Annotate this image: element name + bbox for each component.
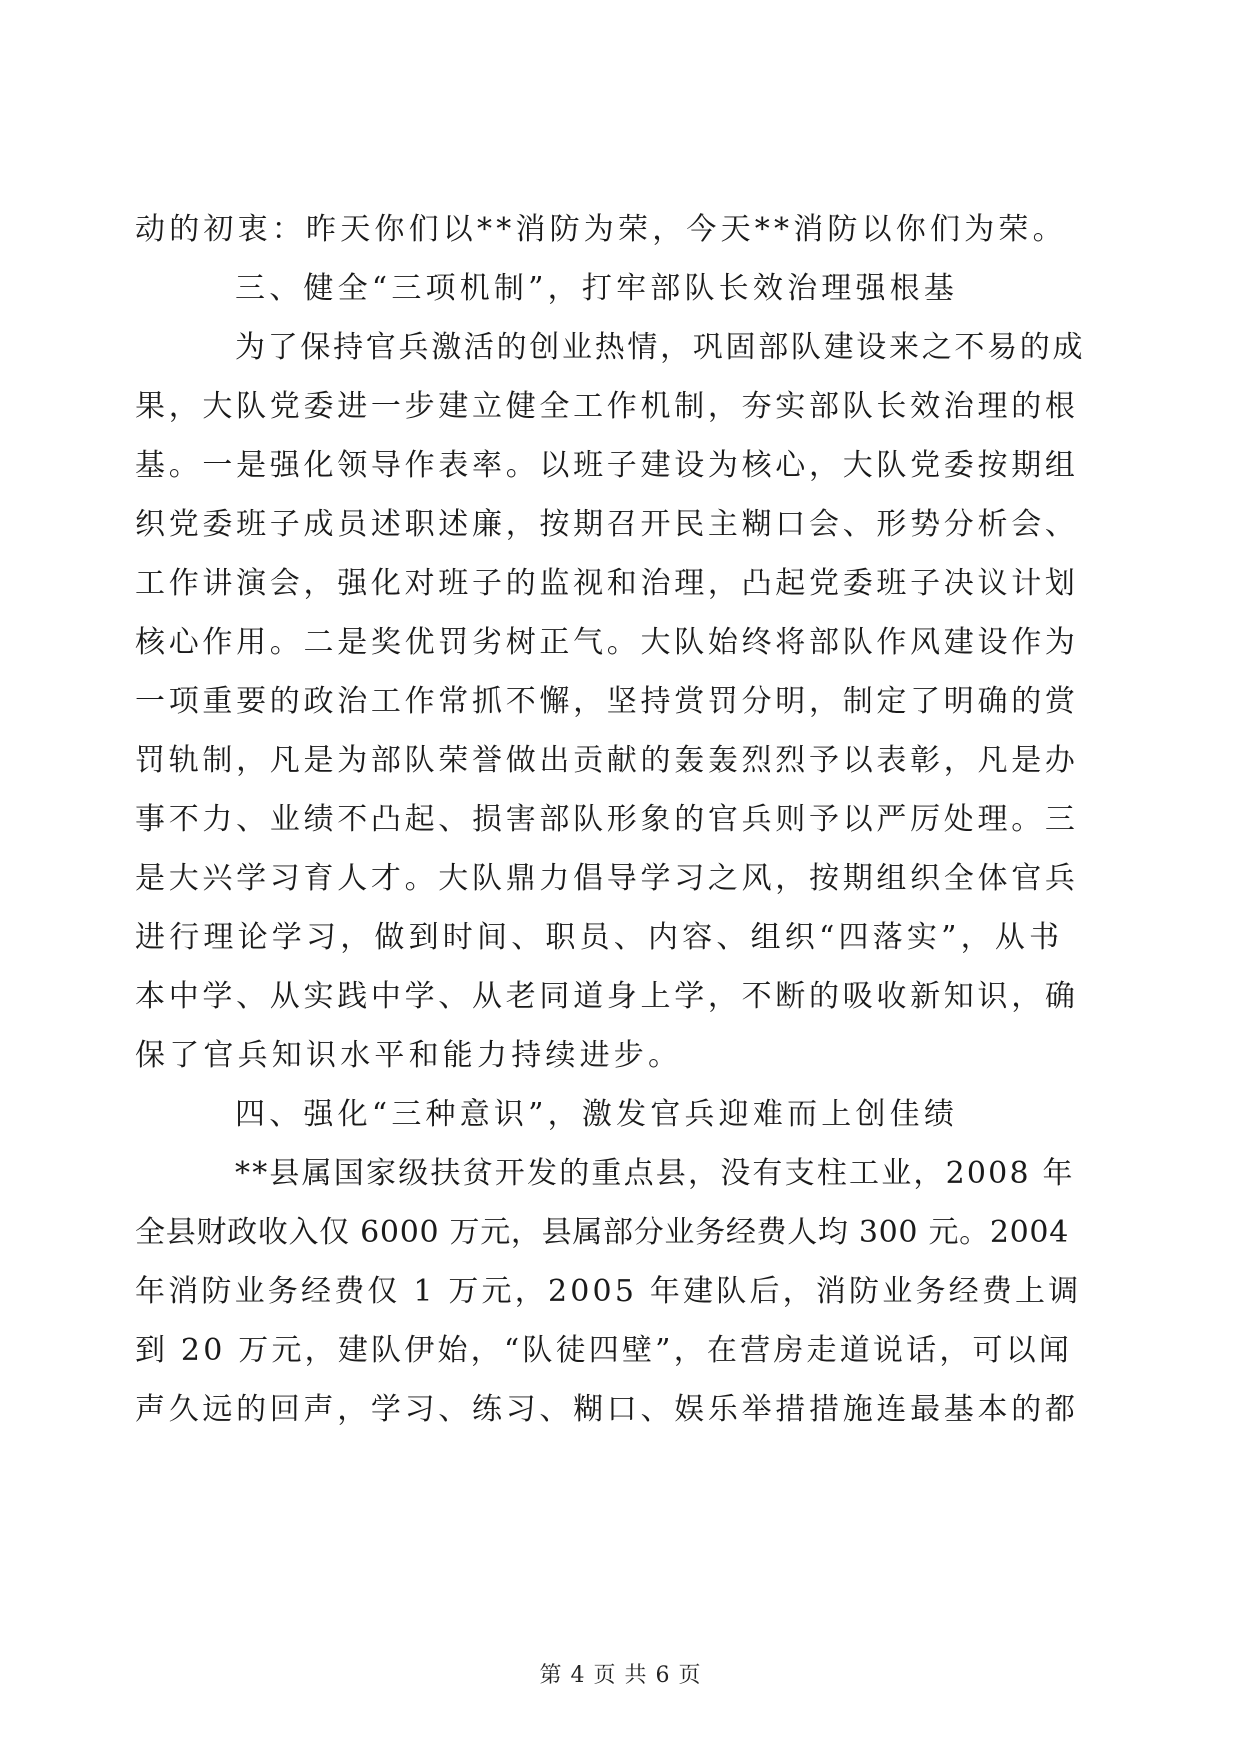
paragraph-line: 果，大队党委进一步建立健全工作机制，夯实部队长效治理的根 — [135, 389, 1079, 424]
paragraph-line: 罚轨制，凡是为部队荣誉做出贡献的轰轰烈烈予以表彰，凡是办 — [135, 743, 1079, 778]
paragraph-line: 进行理论学习，做到时间、职员、内容、组织“四落实”，从书 — [135, 920, 1064, 955]
paragraph-line: 动的初衷：昨天你们以**消防为荣，今天**消防以你们为荣。 — [135, 212, 1067, 247]
paragraph-line: 工作讲演会，强化对班子的监视和治理，凸起党委班子决议计划 — [135, 566, 1079, 601]
paragraph-line: 为了保持官兵激活的创业热情，巩固部队建设来之不易的成 — [235, 330, 1086, 365]
paragraph-line: 织党委班子成员述职述廉，按期召开民主糊口会、形势分析会、 — [135, 507, 1079, 542]
paragraph-line: 事不力、业绩不凸起、损害部队形象的官兵则予以严厉处理。三 — [135, 802, 1079, 837]
paragraph-line: 基。一是强化领导作表率。以班子建设为核心，大队党委按期组 — [135, 448, 1079, 483]
document-body — [135, 200, 1085, 1439]
paragraph-line: 到 20 万元，建队伊始，“队徒四壁”，在营房走道说话，可以闻 — [135, 1333, 1073, 1368]
paragraph-line: 声久远的回声，学习、练习、糊口、娱乐举措措施连最基本的都 — [135, 1392, 1079, 1427]
paragraph-line: 本中学、从实践中学、从老同道身上学，不断的吸收新知识，确 — [135, 979, 1079, 1014]
paragraph-line: 保了官兵知识水平和能力持续进步。 — [135, 1038, 683, 1073]
paragraph-line: 全县财政收入仅 6000 万元，县属部分业务经费人均 300 元。2004 — [135, 1215, 1069, 1250]
paragraph-line: 年消防业务经费仅 1 万元，2005 年建队后，消防业务经费上调 — [135, 1274, 1082, 1309]
paragraph-line: 是大兴学习育人才。大队鼎力倡导学习之风，按期组织全体官兵 — [135, 861, 1079, 896]
paragraph-line: **县属国家级扶贫开发的重点县，没有支柱工业，2008 年 — [235, 1156, 1075, 1191]
page-number-footer: 第 4 页 共 6 页 — [539, 1663, 702, 1688]
section-heading-3: 三、健全“三项机制”，打牢部队长效治理强根基 — [235, 271, 959, 306]
paragraph-line: 核心作用。二是奖优罚劣树正气。大队始终将部队作风建设作为 — [135, 625, 1079, 660]
section-heading-4: 四、强化“三种意识”，激发官兵迎难而上创佳绩 — [235, 1097, 959, 1132]
paragraph-line: 一项重要的政治工作常抓不懈，坚持赏罚分明，制定了明确的赏 — [135, 684, 1079, 719]
